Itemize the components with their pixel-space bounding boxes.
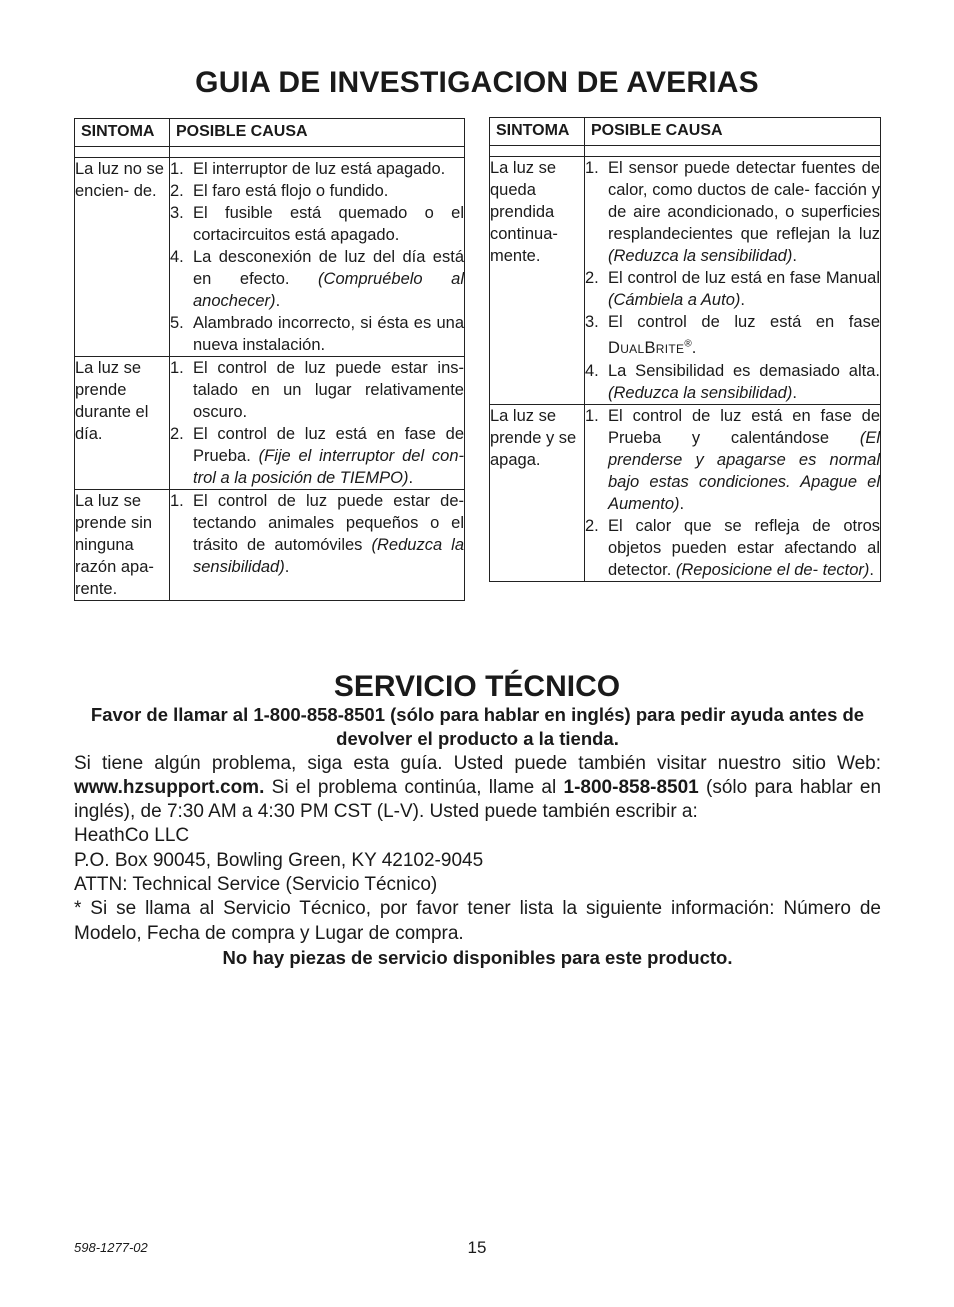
table-row bbox=[490, 404, 881, 581]
address-line-1: HeathCo LLC bbox=[74, 825, 190, 847]
cause-text bbox=[608, 311, 880, 360]
cause-item bbox=[585, 311, 880, 360]
header-symptom: SINTOMA bbox=[490, 118, 585, 146]
cause-item bbox=[170, 490, 464, 578]
cause-item bbox=[585, 267, 880, 311]
page-title: GUIA DE INVESTIGACION DE AVERIAS bbox=[195, 66, 759, 99]
cause-text bbox=[193, 357, 464, 423]
cause-suffix: . bbox=[408, 469, 414, 487]
table-body bbox=[75, 147, 465, 601]
cause-cell bbox=[585, 404, 881, 581]
cause-text bbox=[608, 515, 880, 581]
cause-number: 2. bbox=[585, 269, 599, 287]
cause-main-text: El control de luz puede estar ins- talado en un lugar relativamente oscuro. bbox=[193, 359, 464, 421]
service-section bbox=[74, 703, 881, 970]
cause-note: (Fije el interruptor del con- trol a la posición de TIEMPO) bbox=[193, 447, 464, 487]
troubleshooting-table-left bbox=[74, 118, 465, 601]
cause-suffix: . bbox=[275, 292, 281, 310]
table-row bbox=[75, 158, 465, 357]
cause-main-text: El control de luz está en fase de Prueba. bbox=[193, 425, 464, 465]
table-body bbox=[490, 146, 881, 582]
service-paragraph bbox=[74, 752, 881, 825]
service-text-b: Si el problema continúa, llame al bbox=[271, 776, 557, 798]
symptom-cell: La luz se prende y se apaga. bbox=[490, 404, 585, 581]
cause-main-text: El fusible está quemado o el cortacircuitos está apagado. bbox=[193, 204, 464, 244]
cause-text bbox=[193, 158, 464, 180]
cause-suffix: . bbox=[740, 291, 745, 309]
cause-list bbox=[585, 157, 880, 404]
cause-cell bbox=[585, 157, 881, 405]
cause-item bbox=[585, 360, 880, 404]
cause-main-text: La desconexión de luz del día está en efecto. bbox=[193, 248, 464, 288]
header-symptom: SINTOMA bbox=[75, 119, 170, 147]
cause-main-text: El faro está flojo o fundido. bbox=[193, 182, 389, 200]
cause-number: 2. bbox=[170, 425, 184, 443]
cause-suffix: . bbox=[679, 494, 685, 513]
symptom-cell: La luz se prende sin ninguna razón apa- rente. bbox=[75, 490, 170, 601]
cause-list bbox=[170, 490, 464, 578]
cause-text bbox=[608, 360, 880, 404]
cause-number: 1. bbox=[170, 160, 184, 178]
cause-list bbox=[170, 158, 464, 356]
cause-number: 1. bbox=[170, 359, 184, 377]
service-title: SERVICIO TÉCNICO bbox=[333, 670, 621, 703]
cause-note: (Reduzca la sensibilidad) bbox=[193, 536, 465, 576]
cause-item bbox=[170, 246, 464, 312]
table-row bbox=[490, 157, 881, 405]
cause-cell bbox=[170, 490, 465, 601]
cause-main-text: El control de luz puede estar de- tectando animales pequeños o el trásito de automóviles bbox=[193, 492, 464, 554]
cause-text bbox=[193, 180, 464, 202]
website-link[interactable]: www.hzsupport.com. bbox=[74, 776, 265, 798]
cause-note: (Reposicione el de- tector) bbox=[675, 560, 870, 579]
cause-item bbox=[585, 157, 880, 267]
address-line-3: ATTN: Technical Service (Servicio Técnico) bbox=[74, 874, 438, 896]
cause-number: 3. bbox=[170, 204, 184, 222]
cause-main-text: La Sensibilidad es demasiado alta. bbox=[608, 361, 880, 380]
cause-number: 1. bbox=[585, 406, 599, 425]
header-cause: POSIBLE CAUSA bbox=[170, 119, 465, 147]
cause-main-text: El control de luz está en fase bbox=[608, 313, 880, 331]
header-cause: POSIBLE CAUSA bbox=[585, 118, 881, 146]
cause-suffix: ®. bbox=[684, 338, 697, 357]
symptom-cell: La luz no se encien- de. bbox=[75, 158, 170, 357]
cause-note: (Compruébelo al anochecer) bbox=[193, 270, 464, 310]
table-row bbox=[75, 357, 465, 490]
cause-text bbox=[193, 202, 464, 246]
cause-item bbox=[170, 357, 464, 423]
cause-main-text: El calor que se refleja de otros objetos pueden estar afectando al detector. bbox=[608, 516, 880, 579]
document-code: 598-1277-02 bbox=[74, 1240, 148, 1255]
cause-text bbox=[193, 490, 464, 578]
brand-name: DUALBRITE bbox=[608, 338, 685, 357]
cause-number: 1. bbox=[585, 159, 599, 177]
header-gap bbox=[75, 147, 465, 158]
cause-text bbox=[608, 405, 880, 515]
cause-item bbox=[170, 312, 464, 356]
cause-main-text: El control de luz está en fase Manual bbox=[608, 269, 880, 287]
symptom-cell: La luz se prende durante el día. bbox=[75, 357, 170, 490]
cause-main-text: El sensor puede detectar fuentes de calor, como ductos de cale- facción y de aire acondicionado, o superficies resplandecientes que reflejan la luz bbox=[608, 159, 880, 243]
troubleshooting-table-right bbox=[489, 117, 881, 582]
address-line-2: P.O. Box 90045, Bowling Green, KY 42102-9045 bbox=[74, 849, 484, 871]
cause-main-text: El interruptor de luz está apagado. bbox=[193, 160, 446, 178]
cause-number: 3. bbox=[585, 313, 599, 331]
cause-item bbox=[170, 180, 464, 202]
cause-number: 2. bbox=[170, 182, 184, 200]
cause-number: 1. bbox=[170, 492, 184, 510]
cause-note: (El prenderse y apagarse es normal bajo estas condiciones. Apague el Aumento) bbox=[608, 428, 880, 513]
symptom-cell: La luz se queda prendida continua- mente. bbox=[490, 157, 585, 405]
cause-item bbox=[585, 405, 880, 515]
service-callout: Favor de llamar al 1-800-858-8501 (sólo para hablar en inglés) para pedir ayuda antes de devolver el producto a la tienda. bbox=[90, 704, 865, 750]
cause-suffix: . bbox=[869, 560, 874, 579]
cause-list bbox=[170, 357, 464, 489]
cause-item bbox=[170, 423, 464, 489]
cause-item bbox=[585, 515, 880, 581]
service-final-note: No hay piezas de servicio disponibles para este producto. bbox=[222, 946, 733, 968]
service-text-a: Si tiene algún problema, siga esta guía. Usted puede también visitar nuestro sitio Web: bbox=[74, 752, 881, 774]
phone-number: 1-800-858-8501 bbox=[563, 776, 699, 798]
table-row bbox=[75, 490, 465, 601]
cause-item bbox=[170, 202, 464, 246]
cause-note: (Reduzca la sensibilidad) bbox=[608, 383, 793, 402]
cause-text bbox=[193, 312, 464, 356]
service-text-c: (sólo para hablar en inglés), de 7:30 AM a 4:30 PM CST (L-V). Usted puede también escribir a: bbox=[74, 776, 882, 823]
cause-note: (Cámbiela a Auto) bbox=[608, 291, 741, 309]
cause-suffix: . bbox=[284, 558, 290, 576]
cause-text bbox=[608, 267, 880, 311]
cause-text bbox=[193, 246, 464, 312]
cause-number: 5. bbox=[170, 314, 184, 332]
cause-suffix: . bbox=[792, 383, 797, 402]
cause-list bbox=[585, 405, 880, 581]
header-gap bbox=[490, 146, 881, 157]
cause-cell bbox=[170, 357, 465, 490]
cause-text bbox=[193, 423, 464, 489]
page-number: 15 bbox=[467, 1238, 487, 1257]
cause-text bbox=[608, 157, 880, 267]
cause-main-text: El control de luz está en fase de Prueba y calentándose bbox=[608, 406, 880, 447]
cause-item bbox=[170, 158, 464, 180]
cause-cell bbox=[170, 158, 465, 357]
service-note: * Si se llama al Servicio Técnico, por favor tener lista la siguiente información: Número de Modelo, Fecha de compra y Lugar de compra. bbox=[74, 898, 881, 944]
cause-number: 4. bbox=[585, 361, 599, 380]
cause-main-text: Alambrado incorrecto, si ésta es una nueva instalación. bbox=[193, 314, 464, 354]
cause-number: 4. bbox=[170, 248, 184, 266]
cause-suffix: . bbox=[792, 247, 797, 265]
cause-number: 2. bbox=[585, 516, 599, 535]
cause-note: (Reduzca la sensibilidad) bbox=[608, 247, 793, 265]
